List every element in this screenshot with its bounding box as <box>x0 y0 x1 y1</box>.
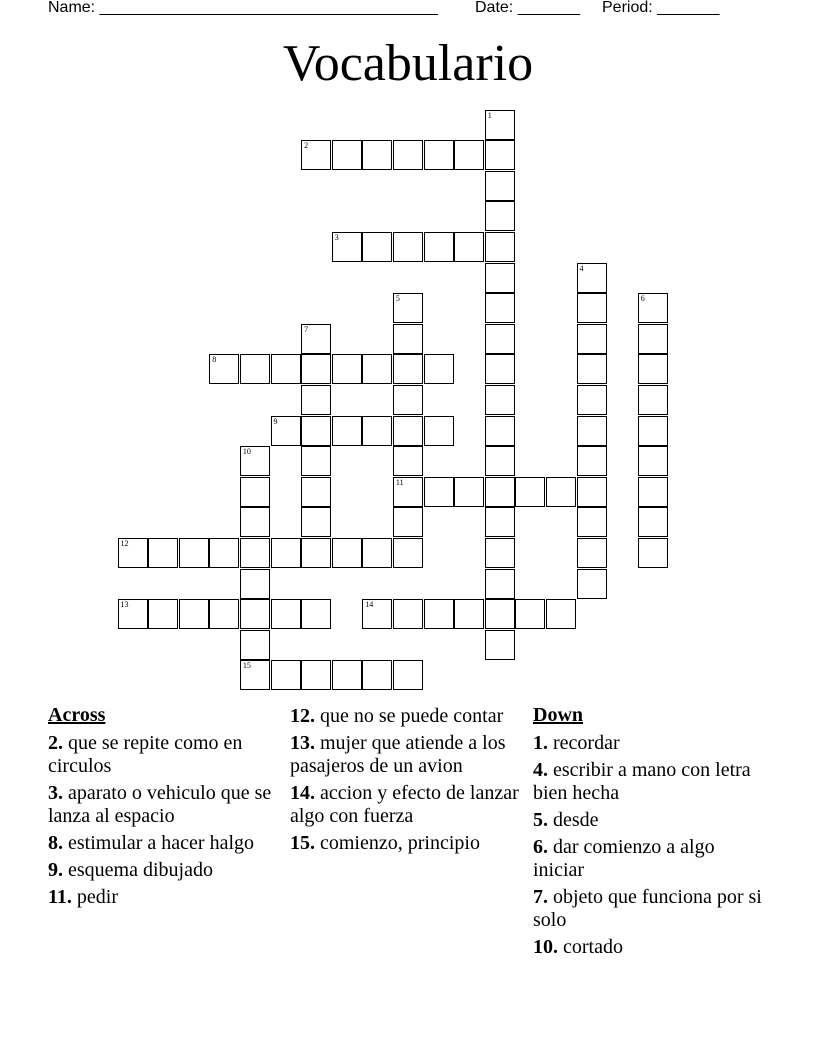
clue-text: escribir a mano con letra bien hecha <box>533 759 751 804</box>
crossword-cell[interactable] <box>271 660 301 690</box>
crossword-cell[interactable] <box>240 507 270 537</box>
crossword-cell[interactable] <box>179 538 209 568</box>
crossword-cell[interactable] <box>638 354 668 384</box>
crossword-cell[interactable] <box>332 416 362 446</box>
crossword-cell[interactable] <box>485 110 515 140</box>
crossword-cell[interactable] <box>577 263 607 293</box>
crossword-cell[interactable] <box>148 599 178 629</box>
clue-number: 14 <box>365 600 374 610</box>
clue-number: 1 <box>487 110 492 120</box>
clue-number: 10 <box>242 447 251 457</box>
crossword-cell[interactable] <box>393 324 423 354</box>
crossword-cell[interactable] <box>393 477 423 507</box>
crossword-cell[interactable] <box>332 538 362 568</box>
crossword-cell[interactable] <box>301 354 331 384</box>
clue-text: objeto que funciona por si solo <box>533 886 762 931</box>
crossword-cell[interactable] <box>301 599 331 629</box>
crossword-cell[interactable] <box>301 416 331 446</box>
crossword-cell[interactable] <box>393 232 423 262</box>
clue-text: que se repite como en circulos <box>48 732 243 777</box>
crossword-cell[interactable] <box>638 385 668 415</box>
crossword-cell[interactable] <box>362 354 392 384</box>
crossword-cell[interactable] <box>424 354 454 384</box>
crossword-cell[interactable] <box>577 416 607 446</box>
crossword-cell[interactable] <box>362 538 392 568</box>
clue-number-label: 13. <box>290 732 315 754</box>
crossword-cell[interactable] <box>577 385 607 415</box>
crossword-cell[interactable] <box>332 354 362 384</box>
clue-text: dar comienzo a algo iniciar <box>533 836 715 881</box>
crossword-cell[interactable] <box>638 293 668 323</box>
clue-number-label: 6. <box>533 836 548 858</box>
clue-number-label: 5. <box>533 809 548 831</box>
clue-number: 12 <box>120 538 129 548</box>
clue-number-label: 15. <box>290 832 315 854</box>
crossword-cell[interactable] <box>271 416 301 446</box>
crossword-cell[interactable] <box>240 477 270 507</box>
crossword-cell[interactable] <box>424 477 454 507</box>
period-field[interactable]: Period: _______ <box>602 0 720 16</box>
clue-text: desde <box>548 809 599 831</box>
crossword-cell[interactable] <box>577 538 607 568</box>
crossword-cell[interactable] <box>485 477 515 507</box>
crossword-cell[interactable] <box>240 630 270 660</box>
clue-number: 9 <box>273 416 278 426</box>
crossword-cell[interactable] <box>577 324 607 354</box>
across-clues-column-2 <box>290 705 522 859</box>
crossword-cell[interactable] <box>240 446 270 476</box>
crossword-cell[interactable] <box>485 354 515 384</box>
clue-number-label: 14. <box>290 782 315 804</box>
clue-number-label: 12. <box>290 705 315 727</box>
crossword-cell[interactable] <box>179 599 209 629</box>
crossword-cell[interactable] <box>209 538 239 568</box>
clue-number: 13 <box>120 600 129 610</box>
crossword-cell[interactable] <box>118 599 148 629</box>
crossword-cell[interactable] <box>485 507 515 537</box>
clue-item <box>48 732 280 778</box>
crossword-cell[interactable] <box>485 293 515 323</box>
clue-text: que no se puede contar <box>315 705 504 727</box>
clue-number: 15 <box>242 661 251 671</box>
clue-item <box>48 886 280 909</box>
crossword-cell[interactable] <box>362 232 392 262</box>
crossword-cell[interactable] <box>393 599 423 629</box>
crossword-cell[interactable] <box>577 446 607 476</box>
crossword-cell[interactable] <box>546 599 576 629</box>
crossword-cell[interactable] <box>638 446 668 476</box>
date-field[interactable]: Date: _______ <box>475 0 580 16</box>
crossword-cell[interactable] <box>577 354 607 384</box>
crossword-cell[interactable] <box>240 660 270 690</box>
crossword-cell[interactable] <box>638 324 668 354</box>
clue-item <box>48 832 280 855</box>
crossword-cell[interactable] <box>577 507 607 537</box>
crossword-cell[interactable] <box>393 140 423 170</box>
crossword-cell[interactable] <box>301 507 331 537</box>
clue-number-label: 1. <box>533 732 548 754</box>
crossword-cell[interactable] <box>546 477 576 507</box>
crossword-cell[interactable] <box>393 385 423 415</box>
crossword-cell[interactable] <box>454 599 484 629</box>
crossword-cell[interactable] <box>332 660 362 690</box>
clue-text: accion y efecto de lanzar algo con fuerza <box>290 782 519 827</box>
page-title: Vocabulario <box>282 35 534 92</box>
crossword-cell[interactable] <box>454 232 484 262</box>
crossword-cell[interactable] <box>577 477 607 507</box>
crossword-cell[interactable] <box>485 385 515 415</box>
clue-item <box>48 782 280 828</box>
crossword-cell[interactable] <box>240 354 270 384</box>
crossword-cell[interactable] <box>301 446 331 476</box>
clue-number: 7 <box>304 324 309 334</box>
crossword-cell[interactable] <box>485 446 515 476</box>
crossword-cell[interactable] <box>577 569 607 599</box>
clue-number-label: 11. <box>48 886 72 908</box>
crossword-cell[interactable] <box>301 477 331 507</box>
crossword-cell[interactable] <box>515 599 545 629</box>
clue-number-label: 9. <box>48 859 63 881</box>
clue-item <box>533 886 765 932</box>
crossword-cell[interactable] <box>271 354 301 384</box>
clue-number-label: 8. <box>48 832 63 854</box>
clue-text: cortado <box>558 936 623 958</box>
clue-item <box>48 859 280 882</box>
crossword-cell[interactable] <box>454 140 484 170</box>
crossword-cell[interactable] <box>362 416 392 446</box>
clue-text: aparato o vehiculo que se lanza al espacio <box>48 782 272 827</box>
crossword-cell[interactable] <box>638 416 668 446</box>
crossword-cell[interactable] <box>393 416 423 446</box>
crossword-cell[interactable] <box>301 538 331 568</box>
crossword-cell[interactable] <box>362 599 392 629</box>
down-heading: Down <box>533 704 584 726</box>
crossword-cell[interactable] <box>118 538 148 568</box>
clue-item <box>290 782 522 828</box>
crossword-cell[interactable] <box>393 446 423 476</box>
clue-item <box>533 759 765 805</box>
clue-text: mujer que atiende a los pasajeros de un avion <box>290 732 506 777</box>
crossword-cell[interactable] <box>148 538 178 568</box>
clue-number: 2 <box>304 141 309 151</box>
crossword-cell[interactable] <box>454 477 484 507</box>
crossword-cell[interactable] <box>515 477 545 507</box>
clue-item <box>533 936 765 959</box>
crossword-cell[interactable] <box>393 293 423 323</box>
crossword-cell[interactable] <box>301 660 331 690</box>
crossword-cell[interactable] <box>485 538 515 568</box>
crossword-cell[interactable] <box>638 538 668 568</box>
clue-number-label: 3. <box>48 782 63 804</box>
clue-text: recordar <box>548 732 620 754</box>
crossword-cell[interactable] <box>485 140 515 170</box>
clue-number-label: 4. <box>533 759 548 781</box>
clue-number: 6 <box>640 294 645 304</box>
crossword-cell[interactable] <box>485 201 515 231</box>
across-heading: Across <box>48 704 106 726</box>
clue-number: 8 <box>212 355 217 365</box>
crossword-cell[interactable] <box>209 354 239 384</box>
crossword-cell[interactable] <box>577 293 607 323</box>
crossword-cell[interactable] <box>485 324 515 354</box>
clue-item <box>533 809 765 832</box>
down-clues-column <box>533 702 765 963</box>
crossword-cell[interactable] <box>362 140 392 170</box>
crossword-cell[interactable] <box>424 416 454 446</box>
clue-text: estimular a hacer halgo <box>63 832 255 854</box>
crossword-cell[interactable] <box>240 569 270 599</box>
crossword-cell[interactable] <box>301 324 331 354</box>
clue-text: comienzo, principio <box>315 832 480 854</box>
crossword-cell[interactable] <box>271 538 301 568</box>
crossword-cell[interactable] <box>332 232 362 262</box>
crossword-cell[interactable] <box>424 140 454 170</box>
crossword-cell[interactable] <box>362 660 392 690</box>
crossword-cell[interactable] <box>424 232 454 262</box>
clue-number-label: 7. <box>533 886 548 908</box>
crossword-cell[interactable] <box>638 507 668 537</box>
crossword-cell[interactable] <box>485 569 515 599</box>
clue-item <box>290 705 522 728</box>
clue-item <box>290 832 522 855</box>
across-clues-column-1 <box>48 702 280 913</box>
crossword-cell[interactable] <box>393 538 423 568</box>
clue-text: esquema dibujado <box>63 859 213 881</box>
name-field[interactable]: Name: ______________________________________ <box>48 0 438 16</box>
crossword-cell[interactable] <box>301 385 331 415</box>
crossword-cell[interactable] <box>240 599 270 629</box>
clue-number: 3 <box>334 232 339 242</box>
crossword-cell[interactable] <box>638 477 668 507</box>
clue-number: 5 <box>395 294 400 304</box>
crossword-cell[interactable] <box>209 599 239 629</box>
crossword-cell[interactable] <box>424 599 454 629</box>
crossword-cell[interactable] <box>485 416 515 446</box>
clue-number-label: 10. <box>533 936 558 958</box>
clue-number: 4 <box>579 263 584 273</box>
crossword-cell[interactable] <box>301 140 331 170</box>
clue-number: 11 <box>395 477 404 487</box>
clue-number-label: 2. <box>48 732 63 754</box>
crossword-cell[interactable] <box>271 599 301 629</box>
clue-text: pedir <box>71 886 118 908</box>
crossword-cell[interactable] <box>485 599 515 629</box>
crossword-cell[interactable] <box>485 630 515 660</box>
clue-item <box>533 732 765 755</box>
crossword-cell[interactable] <box>393 660 423 690</box>
crossword-cell[interactable] <box>485 263 515 293</box>
clue-item <box>290 732 522 778</box>
crossword-cell[interactable] <box>393 507 423 537</box>
crossword-cell[interactable] <box>332 140 362 170</box>
crossword-cell[interactable] <box>485 232 515 262</box>
crossword-cell[interactable] <box>393 354 423 384</box>
clue-item <box>533 836 765 882</box>
crossword-cell[interactable] <box>485 171 515 201</box>
crossword-cell[interactable] <box>240 538 270 568</box>
